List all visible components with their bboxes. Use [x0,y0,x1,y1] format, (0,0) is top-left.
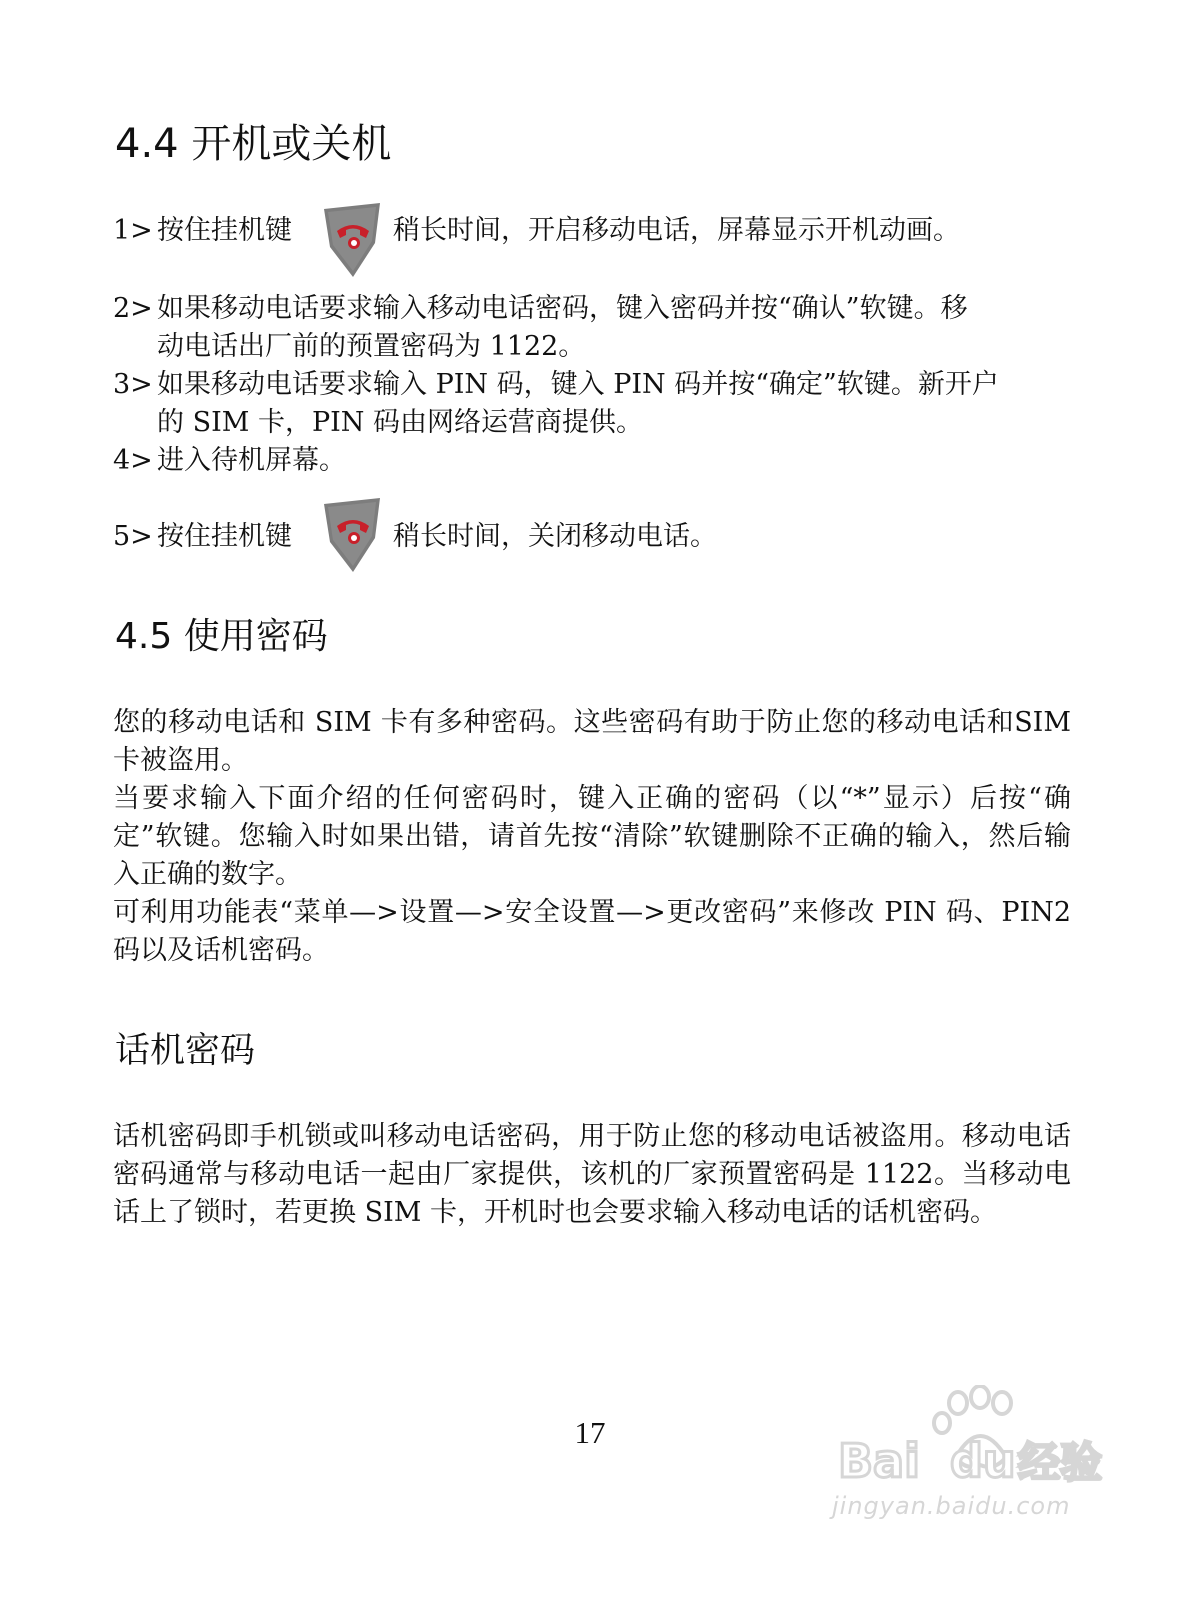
paragraph-change-password: 可利用功能表“菜单—>设置—>安全设置—>更改密码”来修改 PIN 码、PIN2 码以及话机密码。 [113,897,1071,966]
step-3-line-2: 的 SIM 卡，PIN 码由网络运营商提供。 [157,407,644,438]
step-5 [113,518,292,556]
step-3 [113,366,999,404]
svg-text:经验: 经验 [1018,1438,1103,1487]
svg-text:du: du [950,1434,1016,1488]
step-text-line-1: 如果移动电话要求输入 PIN 码，键入 PIN 码并按“确定”软键。新开户 [157,369,999,400]
page-number: 17 [574,1415,606,1450]
step-number: 1> [113,215,153,246]
step-number: 3> [113,369,153,400]
paragraph-entering-password: 当要求输入下面介绍的任何密码时，键入正确的密码（以“*”显示）后按“确定”软键。您输入时如果出错，请首先按“清除”软键删除不正确的输入，然后输入正确的数字。 [113,783,1071,890]
step-5-after-icon: 稍长时间，关闭移动电话。 [393,521,717,552]
step-number: 2> [113,293,153,324]
step-1 [113,212,292,250]
section-4-5-title: 4.5 使用密码 [115,616,328,657]
section-4-4-title: 4.4 开机或关机 [115,121,392,167]
step-text-before-icon: 按住挂机键 [157,215,292,246]
step-2 [113,290,968,328]
end-call-key-icon [320,203,382,279]
step-1-after-icon: 稍长时间，开启移动电话，屏幕显示开机动画。 [393,215,960,246]
step-number: 4> [113,445,153,476]
step-text: 进入待机屏幕。 [157,445,346,476]
step-text-line-1: 如果移动电话要求输入移动电话密码，键入密码并按“确认”软键。移 [157,293,968,324]
step-4 [113,442,346,480]
watermark-url: jingyan.baidu.com [832,1492,1071,1520]
end-call-key-icon [320,498,382,574]
svg-text:Bai: Bai [838,1434,920,1488]
paragraph-passwords-intro: 您的移动电话和 SIM 卡有多种密码。这些密码有助于防止您的移动电话和SIM 卡被盗用。 [113,707,1071,776]
step-text-before-icon: 按住挂机键 [157,521,292,552]
step-2-line-2: 动电话出厂前的预置密码为 1122。 [157,331,586,362]
paragraph-phone-password: 话机密码即手机锁或叫移动电话密码，用于防止您的移动电话被盗用。移动电话密码通常与移动电话一起由厂家提供，该机的厂家预置密码是 1122。当移动电话上了锁时，若更换 SIM 卡，开机时也会要求输入移动电话的话机密码。 [113,1121,1071,1228]
phone-password-title: 话机密码 [115,1031,256,1071]
step-number: 5> [113,521,153,552]
